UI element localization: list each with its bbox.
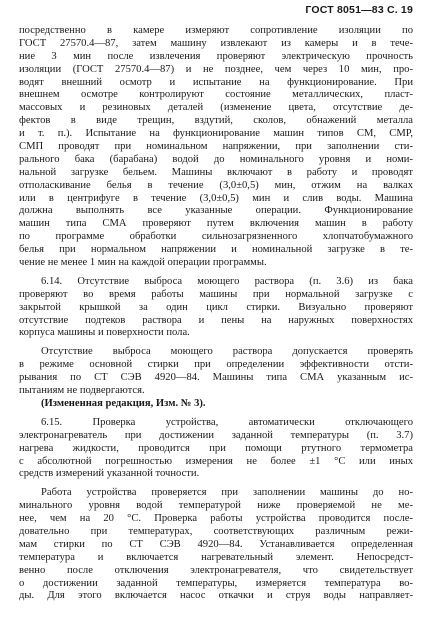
page-header — [305, 4, 413, 16]
text-line: в режиме основной стирки при определении эффективности отсти- — [19, 359, 413, 371]
text-line: машин типа СМА проверяют путем включения машин в работу — [19, 218, 413, 230]
text-line: чение не менее 1 мин на каждой операции программы. — [19, 257, 267, 269]
text-line: фектов в виде трещин, вздутий, сколов, обнажений металла — [19, 115, 413, 127]
text-line: нагрева жидкости, проводится при помощи ртутного термометра — [19, 442, 413, 454]
text-line: Отсутствие выброса моющего раствора допускается проверять — [41, 346, 413, 358]
text-line: корпуса машины и поверхности пола. — [19, 327, 190, 339]
paragraph-continuation — [19, 25, 413, 270]
text-line: нальной загрузке бельем. Машины включают в работу и проводят — [19, 166, 413, 178]
text-line: отполаскивание белья в течение (3,0±0,5) мин, отжим на валках — [19, 179, 413, 191]
paragraph-6-15 — [19, 417, 413, 481]
text-line: 6.15. Проверка устройства, автоматически отключающего — [41, 416, 413, 428]
paragraph-device-operation — [19, 487, 413, 603]
text-line: Работа устройства проверяется при заполнении машины до но- — [41, 487, 413, 499]
text-line: ние 3 мин после извлечения проверяют электрическую прочность — [19, 50, 413, 62]
text-line: пытаниям не подвергаются. — [19, 385, 145, 397]
text-line: (Измененная редакция, Изм. № 3). — [41, 397, 206, 409]
text-line: должна выполнять все указанные операции. Функционирование — [19, 205, 413, 217]
text-line: 6.14. Отсутствие выброса моющего раствора (п. 3.6) из бака — [41, 275, 413, 287]
text-line: ГОСТ 27570.4—87, затем машину извлекают из камеры и в тече- — [19, 37, 413, 49]
text-line: рывания по СТ СЭВ 4920—84. Машины типа СМА указанным ис- — [19, 372, 413, 384]
text-line: нее, чем на 20 °С. Проверка работы устройства проводится после- — [19, 513, 413, 525]
paragraph-splash-check — [19, 346, 413, 398]
text-line: отсутствие подтеков раствора и пены на наружных поверхностях — [19, 314, 413, 326]
text-line: мам стирки по СТ СЭВ 4920—84. Устанавливается определенная — [19, 538, 413, 550]
text-line: закрытой крышкой за один цикл стирки. Визуально проверяют — [19, 301, 413, 313]
text-line: рального бака (барабана) водой до номинального уровня и номи- — [19, 153, 413, 165]
text-line: или в центрифуге в течение (3,0±0,5) мин и слив воды. Машина — [19, 192, 413, 204]
text-line: внешнем осмотре контролируют состояние металлических, пласт- — [19, 89, 413, 101]
text-line: с абсолютной погрешностью измерения не более ±1 °С или иных — [19, 455, 413, 467]
text-line: довательно при температурах, соответствующих различным режи- — [19, 525, 413, 537]
text-line: СМП проводят при номинальном напряжении, при заполнении сти- — [19, 141, 413, 153]
text-column — [19, 25, 413, 603]
text-line: электронагреватель при достижении заданной температуры (п. 3.7) — [19, 429, 413, 441]
text-line: посредственно в камере измеряют сопротивление изоляции по — [19, 25, 413, 36]
text-line: средств измерений указанной точности. — [19, 468, 200, 480]
text-line: и т. п.). Испытание на функционирование машин типов СМ, СМР, — [19, 128, 413, 140]
text-line: минального уровня водой температурой ниже проверяемой не ме- — [19, 500, 413, 512]
standard-designation: ГОСТ 8051—83 С. — [305, 4, 398, 16]
text-line: водят внешний осмотр и испытание на функционирование. При — [19, 76, 413, 88]
text-line: температура и включается нагревательный элемент. Непосредст- — [19, 551, 413, 563]
text-line: проверяют во время работы машины при нормальной загрузке с — [19, 288, 413, 300]
text-line: о достижении заданной температуры, измеряется температура во- — [19, 577, 413, 589]
text-line: изоляции (ГОСТ 27570.4—87) и не позднее, чем через 10 мин, про- — [19, 63, 413, 75]
text-line: по программе обработки сильнозагрязненного хлопчатобумажного — [19, 231, 413, 243]
text-line: белья при нормальном напряжении и номинальной загрузке в те- — [19, 244, 413, 256]
text-line: массовых и резиновых деталей (изменение цвета, отсутствие де- — [19, 102, 413, 114]
text-line: венно после отключения электронагревателя, что свидетельствует — [19, 564, 413, 576]
paragraph-6-14 — [19, 276, 413, 340]
text-line: ды. Для этого включается насос откачки и струя воды направляет- — [19, 590, 413, 602]
amendment-note — [19, 398, 413, 411]
page-number: 19 — [400, 4, 413, 16]
